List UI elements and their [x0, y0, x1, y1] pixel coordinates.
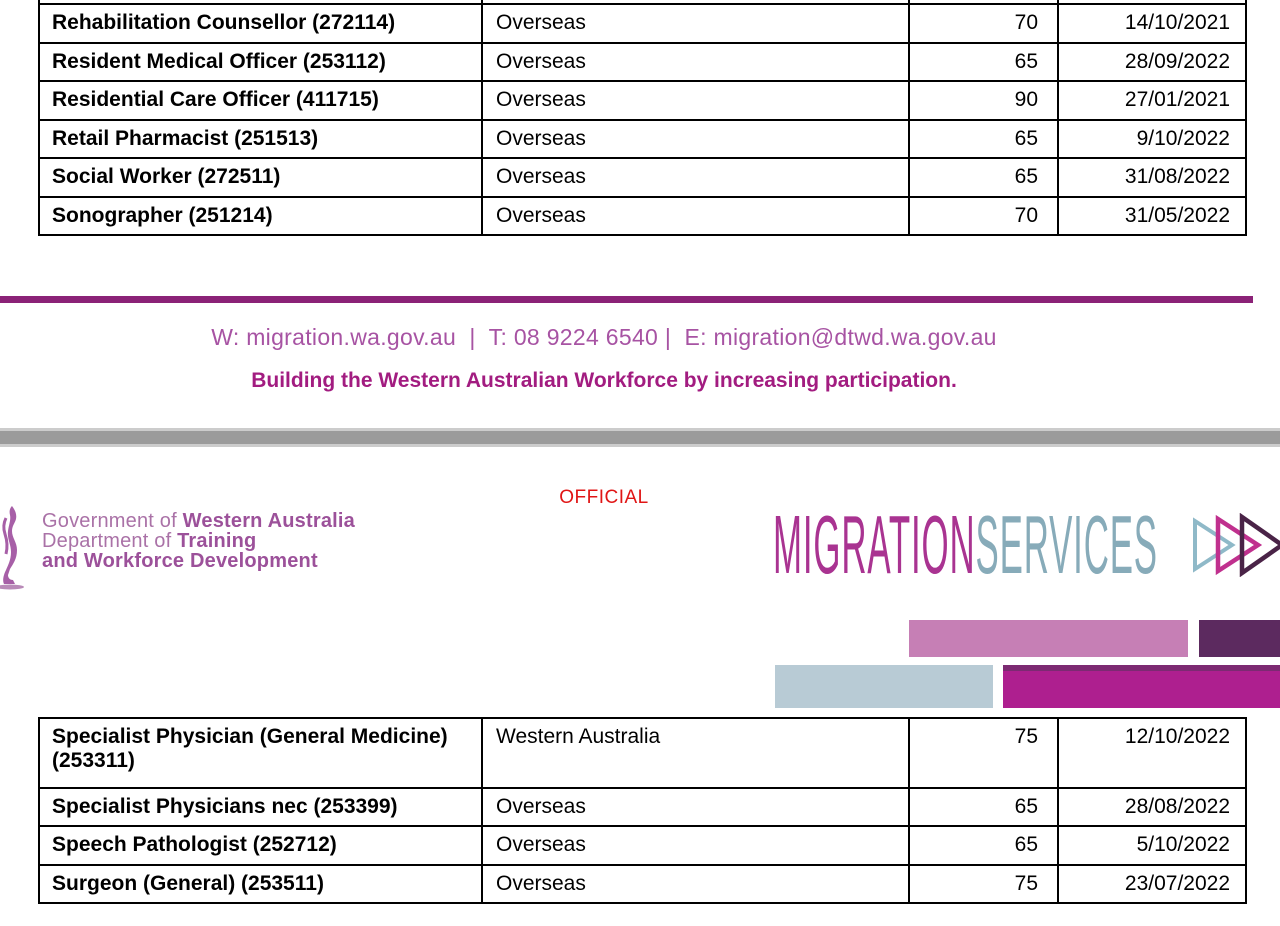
occupation-cell: Rehabilitation Counsellor (272114)	[40, 5, 483, 44]
location-cell: Overseas	[483, 866, 910, 905]
occupation-cell: Sonographer (251214)	[40, 198, 483, 237]
occupations-table-top	[38, 0, 1247, 236]
location-cell: Overseas	[483, 5, 910, 44]
footer-divider-rule	[0, 296, 1253, 303]
points-cell: 65	[910, 827, 1059, 866]
date-cell: 14/10/2021	[1059, 5, 1245, 44]
points-cell: 70	[910, 198, 1059, 237]
location-cell: Overseas	[483, 827, 910, 866]
date-cell: 23/07/2022	[1059, 866, 1245, 905]
location-cell: Western Australia	[483, 719, 910, 789]
location-cell: Overseas	[483, 121, 910, 160]
points-cell: 75	[910, 719, 1059, 789]
points-cell: 75	[910, 866, 1059, 905]
footer-slogan: Building the Western Australian Workforce by increasing participation.	[251, 369, 957, 392]
points-cell: 90	[910, 82, 1059, 121]
date-cell: 31/08/2022	[1059, 159, 1245, 198]
gov-line-3: and Workforce Development	[42, 550, 318, 572]
occupation-cell: Residential Care Officer (411715)	[40, 82, 483, 121]
gov-line-2: Department of Training	[42, 530, 257, 552]
color-bar-magenta	[1003, 665, 1280, 708]
points-cell: 65	[910, 44, 1059, 83]
date-cell: 5/10/2022	[1059, 827, 1245, 866]
footer-contact-line: W: migration.wa.gov.au | T: 08 9224 6540 | E: migration@dtwd.wa.gov.au	[211, 324, 997, 350]
occupation-cell: Speech Pathologist (252712)	[40, 827, 483, 866]
occupation-cell: Specialist Physicians nec (253399)	[40, 789, 483, 828]
points-cell: 65	[910, 789, 1059, 828]
points-cell: 65	[910, 159, 1059, 198]
page-break-bar	[0, 428, 1280, 447]
date-cell: 27/01/2021	[1059, 82, 1245, 121]
location-cell: Overseas	[483, 159, 910, 198]
location-cell: Overseas	[483, 82, 910, 121]
brand-migration-text: MIGRATION	[773, 498, 976, 591]
color-bar-light-blue	[775, 665, 993, 708]
migration-services-logo	[773, 498, 1158, 591]
occupation-cell: Surgeon (General) (253511)	[40, 866, 483, 905]
date-cell: 12/10/2022	[1059, 719, 1245, 789]
occupation-cell: Retail Pharmacist (251513)	[40, 121, 483, 160]
gov-logo-text	[42, 511, 355, 571]
brand-services-text: SERVICES	[975, 498, 1158, 591]
occupation-cell: Resident Medical Officer (253112)	[40, 44, 483, 83]
wa-government-crest-icon	[0, 504, 30, 592]
date-cell: 28/09/2022	[1059, 44, 1245, 83]
occupations-table-bottom	[38, 717, 1247, 904]
official-classification-label: OFFICIAL	[559, 487, 649, 508]
color-bar-dark-purple	[1199, 620, 1280, 657]
date-cell: 28/08/2022	[1059, 789, 1245, 828]
brand-arrows-icon	[1192, 513, 1280, 577]
occupation-cell: Social Worker (272511)	[40, 159, 483, 198]
location-cell: Overseas	[483, 198, 910, 237]
location-cell: Overseas	[483, 44, 910, 83]
date-cell: 9/10/2022	[1059, 121, 1245, 160]
occupation-cell: Specialist Physician (General Medicine) (253311)	[40, 719, 483, 789]
gov-line-1: Government of Western Australia	[42, 510, 356, 532]
points-cell: 70	[910, 5, 1059, 44]
points-cell: 65	[910, 121, 1059, 160]
location-cell: Overseas	[483, 789, 910, 828]
date-cell: 31/05/2022	[1059, 198, 1245, 237]
color-bar-mauve	[909, 620, 1188, 657]
